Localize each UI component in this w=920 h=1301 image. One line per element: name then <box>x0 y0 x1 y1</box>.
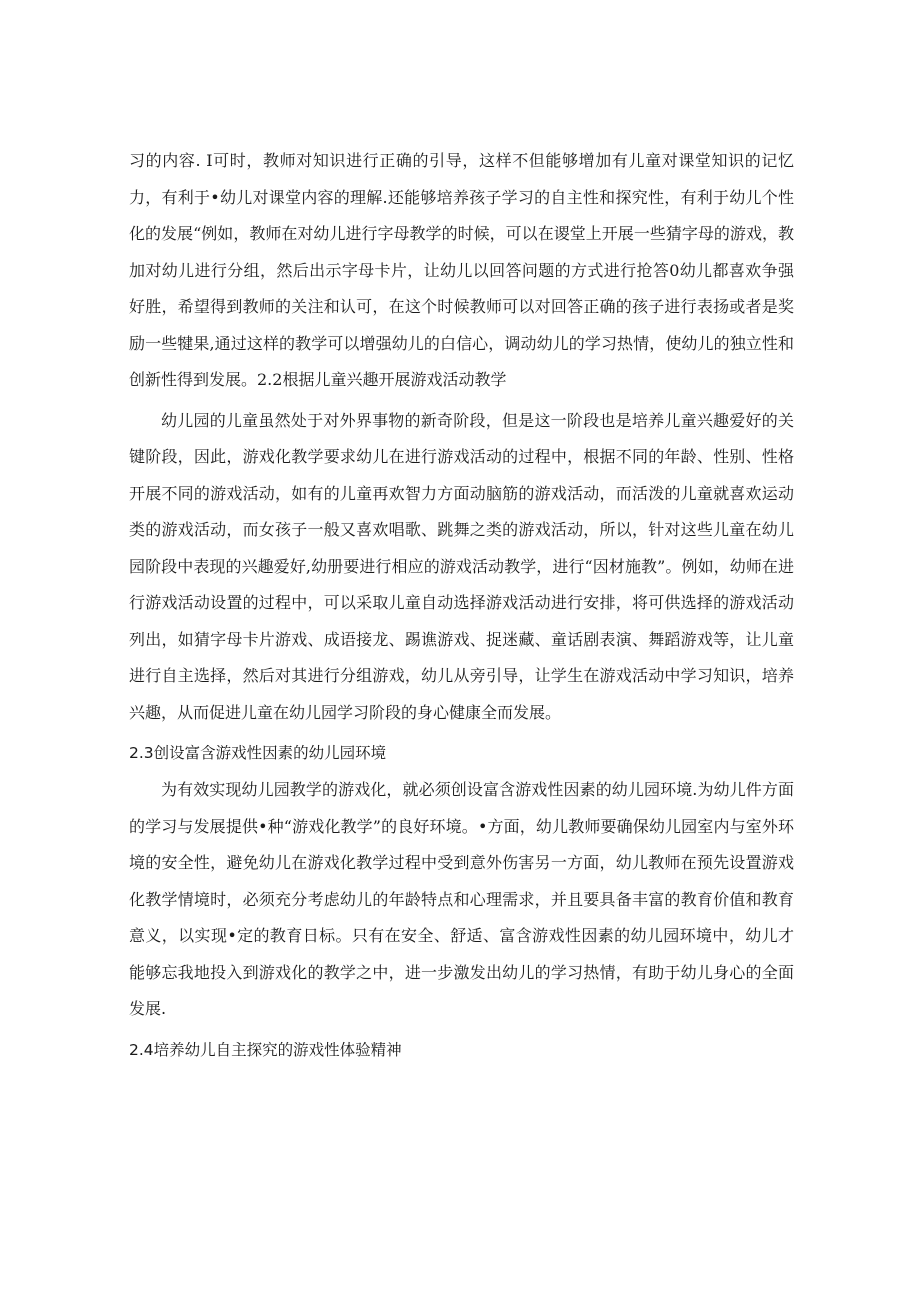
body-paragraph-environment: 为有效实现幼儿园教学的游戏化，就必须创设富含游戏性因素的幼儿园环境.为幼儿件方面的学习与发展提供•种“游戏化教学”的良好环境。•方面，幼儿教师要确保幼儿园室内与室外环境的安全性，避免幼儿在游戏化教学过程中受到意外伤害另一方面，幼儿教师在预先设置游戏化教学情境时，必须充分考虑幼儿的年龄特点和心理需求，并且要具备丰富的教育价值和教育意义，以实现•定的教育日标。只有在安全、舒适、富含游戏性因素的幼儿园环境中，幼儿才能够忘我地投入到游戏化的教学之中，进一步激发出幼儿的学习热情，有助于幼儿身心的全面发展. <box>129 780 794 1018</box>
body-paragraph-intro: 习的内容. I可时，教师对知识进行正确的引导，这样不但能够增加有儿童对课堂知识的记忆力，有利于•幼儿对课堂内容的理解.还能够培养孩子学习的自主性和探究性，有利于幼儿个性化的发展“例如，教师在对幼儿进行字母教学的时候，可以在谡堂上开展一些猜字母的游戏，教加对幼儿进行分组，然后出示字母卡片，让幼儿以回答问题的方式进行抢答0幼儿都喜欢争强好胜，希望得到教师的关注和认可，在这个时候教师可以对回答正确的孩子进行表扬或者是奖励一些犍果,通过这样的教学可以增强幼儿的白信心，调动幼儿的学习热情，使幼儿的独立性和创新性得到发展。2.2根据儿童兴趣开展游戏活动教学 <box>129 151 794 389</box>
document-page <box>129 143 794 1069</box>
body-paragraph-interest: 幼儿园的儿童虽然处于对外界事物的新奇阶段，但是这一阶段也是培养儿童兴趣爱好的关键阶段，因此，游戏化教学要求幼儿在进行游戏活动的过程中，根据不同的年龄、性别、性格开展不同的游戏活动，如有的儿童再欢智力方面动脑筋的游戏活动，而活泼的儿童就喜欢运动类的游戏活动，而女孩子一般又喜欢唱歌、跳舞之类的游戏活动，所以，针对这些儿童在幼儿园阶段中表现的兴趣爱好,幼册要进行相应的游戏活动教学，进行“因材施教”。例如，幼师在进行游戏活动设置的过程中，可以采取儿童自动选择游戏活动进行安排，将可供选择的游戏活动列出，如猜字母卡片游戏、成语接龙、踢谯游戏、捉迷藏、童话剧表演、舞蹈游戏等，让儿童进行自主选择，然后对其进行分组游戏，幼儿从旁引导，让学生在游戏活动中学习知识，培养兴趣，从而促进儿童在幼儿园学习阶段的身心健康全而发展。 <box>129 410 794 722</box>
section-heading-2-4: 2.4培养幼儿自主探究的游戏性体验精神 <box>129 1040 402 1059</box>
section-heading-2-3: 2.3创设富含游戏性因素的幼儿园环境 <box>129 744 387 762</box>
